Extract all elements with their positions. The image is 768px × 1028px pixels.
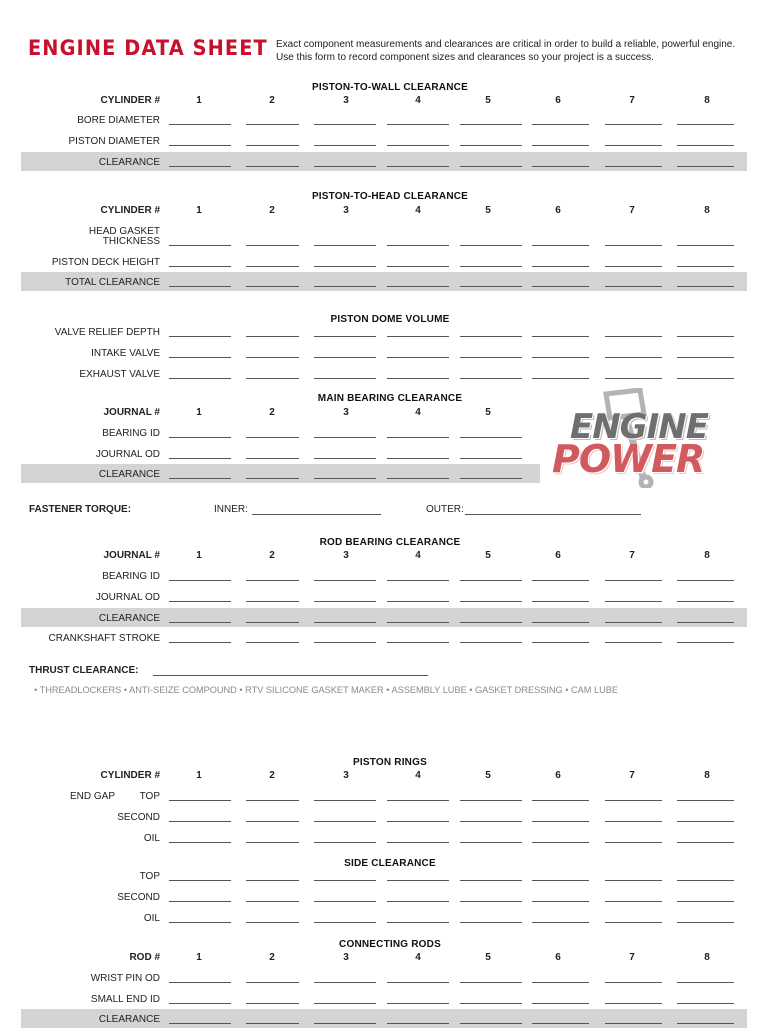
- entry-field[interactable]: [677, 580, 734, 581]
- entry-field[interactable]: [314, 1003, 376, 1004]
- entry-field[interactable]: [387, 458, 449, 459]
- entry-field[interactable]: [605, 800, 662, 801]
- entry-field[interactable]: [246, 601, 299, 602]
- entry-field[interactable]: [387, 124, 449, 125]
- entry-field[interactable]: [169, 1003, 231, 1004]
- entry-field[interactable]: [605, 922, 662, 923]
- entry-field[interactable]: [677, 145, 734, 146]
- row-label: TOP: [139, 791, 160, 802]
- column-number: 2: [269, 952, 275, 963]
- entry-field[interactable]: [460, 821, 522, 822]
- entry-field[interactable]: [460, 622, 522, 623]
- row-label: JOURNAL OD: [95, 592, 160, 603]
- inner-label: INNER:: [214, 504, 248, 515]
- section-title-dome-volume: PISTON DOME VOLUME: [330, 314, 450, 325]
- column-number: 6: [555, 952, 561, 963]
- outer-label: OUTER:: [426, 504, 464, 515]
- column-number: 6: [555, 205, 561, 216]
- column-number: 8: [704, 550, 710, 561]
- entry-field[interactable]: [387, 378, 449, 379]
- entry-field[interactable]: [246, 901, 299, 902]
- entry-field[interactable]: [460, 1003, 522, 1004]
- entry-field[interactable]: [605, 124, 662, 125]
- entry-field[interactable]: [387, 901, 449, 902]
- entry-field[interactable]: [387, 286, 449, 287]
- section-title-connecting-rods: CONNECTING RODS: [339, 939, 441, 950]
- entry-field[interactable]: [169, 266, 231, 267]
- column-number: 5: [485, 205, 491, 216]
- intro-text: Exact component measurements and clearances are critical in order to build a reliable, powerful engine. Use this form to record component sizes and clearances so your project is a success.: [276, 39, 736, 63]
- entry-field[interactable]: [605, 580, 662, 581]
- column-number: 3: [343, 205, 349, 216]
- entry-field[interactable]: [677, 642, 734, 643]
- supplies-list: • THREADLOCKERS • ANTI-SEIZE COMPOUND • RTV SILICONE GASKET MAKER • ASSEMBLY LUBE • GASKET DRESSING • CAM LUBE: [34, 685, 618, 695]
- entry-field[interactable]: [677, 880, 734, 881]
- entry-field[interactable]: [677, 378, 734, 379]
- entry-field[interactable]: [677, 245, 734, 246]
- entry-field[interactable]: [314, 357, 376, 358]
- entry-field[interactable]: [169, 601, 231, 602]
- header-label: JOURNAL #: [103, 550, 160, 561]
- column-number: 1: [196, 407, 202, 418]
- entry-field[interactable]: [246, 821, 299, 822]
- entry-field[interactable]: [532, 601, 589, 602]
- entry-field[interactable]: [532, 922, 589, 923]
- entry-field[interactable]: [314, 437, 376, 438]
- entry-field[interactable]: [314, 982, 376, 983]
- entry-field[interactable]: [460, 901, 522, 902]
- entry-field[interactable]: [314, 145, 376, 146]
- entry-field[interactable]: [677, 336, 734, 337]
- entry-field[interactable]: [677, 601, 734, 602]
- entry-field[interactable]: [605, 166, 662, 167]
- entry-field[interactable]: [169, 166, 231, 167]
- column-number: 5: [485, 407, 491, 418]
- entry-field[interactable]: [460, 166, 522, 167]
- section-title-piston-to-wall: PISTON-TO-WALL CLEARANCE: [312, 82, 468, 93]
- entry-field[interactable]: [314, 821, 376, 822]
- column-number: 5: [485, 770, 491, 781]
- entry-field[interactable]: [605, 286, 662, 287]
- entry-field[interactable]: [314, 378, 376, 379]
- row-label: THICKNESS: [102, 236, 160, 247]
- entry-field[interactable]: [169, 286, 231, 287]
- row-label: CLEARANCE: [98, 157, 160, 168]
- header-label: CYLINDER #: [100, 770, 160, 781]
- entry-field[interactable]: [314, 642, 376, 643]
- entry-field[interactable]: [677, 622, 734, 623]
- row-label: PISTON DECK HEIGHT: [51, 257, 160, 268]
- entry-field[interactable]: [246, 145, 299, 146]
- column-number: 8: [704, 952, 710, 963]
- entry-field[interactable]: [677, 166, 734, 167]
- column-number: 4: [415, 952, 421, 963]
- entry-field[interactable]: [314, 245, 376, 246]
- row-label: SECOND: [117, 892, 160, 903]
- column-number: 2: [269, 407, 275, 418]
- entry-field[interactable]: [387, 821, 449, 822]
- entry-field[interactable]: [169, 800, 231, 801]
- section-title-rod-bearing: ROD BEARING CLEARANCE: [319, 537, 461, 548]
- entry-field[interactable]: [246, 580, 299, 581]
- entry-field[interactable]: [314, 336, 376, 337]
- entry-field[interactable]: [605, 266, 662, 267]
- column-number: 1: [196, 952, 202, 963]
- entry-field[interactable]: [460, 880, 522, 881]
- entry-field[interactable]: [532, 622, 589, 623]
- row-label: BEARING ID: [102, 571, 160, 582]
- entry-field[interactable]: [532, 357, 589, 358]
- entry-field[interactable]: [460, 336, 522, 337]
- row-label: EXHAUST VALVE: [79, 369, 160, 380]
- entry-field[interactable]: [169, 124, 231, 125]
- entry-field[interactable]: [314, 601, 376, 602]
- entry-field[interactable]: [387, 580, 449, 581]
- entry-field[interactable]: [169, 982, 231, 983]
- entry-field[interactable]: [314, 800, 376, 801]
- entry-field[interactable]: [169, 880, 231, 881]
- row-label: CLEARANCE: [98, 613, 160, 624]
- column-number: 5: [485, 952, 491, 963]
- entry-field[interactable]: [314, 842, 376, 843]
- column-number: 7: [629, 952, 635, 963]
- entry-field[interactable]: [169, 245, 231, 246]
- row-label: CLEARANCE: [98, 1014, 160, 1025]
- column-number: 2: [269, 205, 275, 216]
- entry-field[interactable]: [169, 357, 231, 358]
- entry-field[interactable]: [387, 145, 449, 146]
- header-label: CYLINDER #: [100, 95, 160, 106]
- entry-field[interactable]: [387, 437, 449, 438]
- entry-field[interactable]: [314, 166, 376, 167]
- entry-field[interactable]: [169, 922, 231, 923]
- entry-field[interactable]: [460, 982, 522, 983]
- entry-field[interactable]: [314, 901, 376, 902]
- entry-field[interactable]: [532, 145, 589, 146]
- outer-torque-field[interactable]: [465, 514, 641, 515]
- entry-field[interactable]: [677, 286, 734, 287]
- entry-field[interactable]: [246, 458, 299, 459]
- entry-field[interactable]: [387, 166, 449, 167]
- entry-field[interactable]: [677, 800, 734, 801]
- thrust-clearance-label: THRUST CLEARANCE:: [29, 665, 139, 676]
- entry-field[interactable]: [460, 124, 522, 125]
- entry-field[interactable]: [246, 642, 299, 643]
- entry-field[interactable]: [460, 378, 522, 379]
- entry-field[interactable]: [460, 286, 522, 287]
- column-number: 7: [629, 550, 635, 561]
- entry-field[interactable]: [677, 821, 734, 822]
- entry-field[interactable]: [169, 842, 231, 843]
- column-number: 4: [415, 550, 421, 561]
- entry-field[interactable]: [169, 580, 231, 581]
- entry-field[interactable]: [677, 1003, 734, 1004]
- entry-field[interactable]: [460, 266, 522, 267]
- entry-field[interactable]: [677, 901, 734, 902]
- row-label: BEARING ID: [102, 428, 160, 439]
- logo-line-power: POWER: [552, 437, 705, 481]
- column-number: 7: [629, 770, 635, 781]
- column-number: 5: [485, 550, 491, 561]
- end-gap-label: END GAP: [70, 791, 116, 802]
- entry-field[interactable]: [605, 245, 662, 246]
- entry-field[interactable]: [314, 580, 376, 581]
- column-number: 3: [343, 952, 349, 963]
- entry-field[interactable]: [169, 336, 231, 337]
- entry-field[interactable]: [677, 124, 734, 125]
- entry-field[interactable]: [169, 378, 231, 379]
- entry-field[interactable]: [532, 580, 589, 581]
- row-label: JOURNAL OD: [95, 449, 160, 460]
- logo-line-engine: ENGINE: [570, 407, 708, 447]
- entry-field[interactable]: [677, 922, 734, 923]
- column-number: 7: [629, 205, 635, 216]
- column-number: 1: [196, 770, 202, 781]
- entry-field[interactable]: [460, 357, 522, 358]
- entry-field[interactable]: [532, 166, 589, 167]
- section-title-main-bearing: MAIN BEARING CLEARANCE: [317, 393, 463, 404]
- row-label: HEAD GASKET: [88, 226, 160, 237]
- entry-field[interactable]: [532, 378, 589, 379]
- entry-field[interactable]: [605, 357, 662, 358]
- entry-field[interactable]: [460, 922, 522, 923]
- entry-field[interactable]: [314, 286, 376, 287]
- entry-field[interactable]: [314, 880, 376, 881]
- entry-field[interactable]: [460, 580, 522, 581]
- row-label: WRIST PIN OD: [90, 973, 160, 984]
- entry-field[interactable]: [169, 145, 231, 146]
- entry-field[interactable]: [314, 478, 376, 479]
- column-number: 1: [196, 205, 202, 216]
- entry-field[interactable]: [605, 901, 662, 902]
- entry-field[interactable]: [532, 982, 589, 983]
- entry-field[interactable]: [387, 922, 449, 923]
- entry-field[interactable]: [532, 842, 589, 843]
- entry-field[interactable]: [605, 880, 662, 881]
- entry-field[interactable]: [605, 821, 662, 822]
- column-number: 3: [343, 770, 349, 781]
- column-number: 6: [555, 550, 561, 561]
- entry-field[interactable]: [387, 842, 449, 843]
- entry-field[interactable]: [532, 336, 589, 337]
- entry-field[interactable]: [246, 842, 299, 843]
- entry-field[interactable]: [460, 642, 522, 643]
- entry-field[interactable]: [387, 880, 449, 881]
- entry-field[interactable]: [246, 437, 299, 438]
- entry-field[interactable]: [246, 922, 299, 923]
- entry-field[interactable]: [677, 266, 734, 267]
- entry-field[interactable]: [169, 901, 231, 902]
- entry-field[interactable]: [532, 821, 589, 822]
- row-label: VALVE RELIEF DEPTH: [54, 327, 160, 338]
- column-number: 3: [343, 95, 349, 106]
- section-title-piston-rings: PISTON RINGS: [353, 757, 427, 768]
- row-label: SMALL END ID: [90, 994, 160, 1005]
- column-number: 5: [485, 95, 491, 106]
- entry-field[interactable]: [460, 478, 522, 479]
- column-number: 4: [415, 95, 421, 106]
- entry-field[interactable]: [246, 336, 299, 337]
- sheet-title: ENGINE DATA SHEET: [28, 36, 268, 60]
- entry-field[interactable]: [169, 821, 231, 822]
- entry-field[interactable]: [314, 124, 376, 125]
- column-number: 1: [196, 550, 202, 561]
- entry-field[interactable]: [246, 378, 299, 379]
- row-label: INTAKE VALVE: [91, 348, 160, 359]
- entry-field[interactable]: [460, 842, 522, 843]
- fastener-torque-label: FASTENER TORQUE:: [29, 504, 132, 515]
- entry-field[interactable]: [246, 478, 299, 479]
- column-number: 3: [343, 407, 349, 418]
- entry-field[interactable]: [460, 245, 522, 246]
- entry-field[interactable]: [677, 357, 734, 358]
- entry-field[interactable]: [169, 478, 231, 479]
- entry-field[interactable]: [387, 982, 449, 983]
- column-number: 4: [415, 407, 421, 418]
- section-title-piston-to-head: PISTON-TO-HEAD CLEARANCE: [311, 191, 469, 202]
- entry-field[interactable]: [387, 642, 449, 643]
- entry-field[interactable]: [387, 357, 449, 358]
- entry-field[interactable]: [387, 601, 449, 602]
- row-label: BORE DIAMETER: [77, 115, 160, 126]
- column-number: 4: [415, 770, 421, 781]
- thrust-clearance-field[interactable]: [153, 675, 428, 676]
- header-label: JOURNAL #: [103, 407, 160, 418]
- row-label: SECOND: [117, 812, 160, 823]
- column-number: 6: [555, 770, 561, 781]
- entry-field[interactable]: [605, 642, 662, 643]
- row-label: TOTAL CLEARANCE: [65, 277, 160, 288]
- column-number: 2: [269, 550, 275, 561]
- entry-field[interactable]: [387, 336, 449, 337]
- entry-field[interactable]: [532, 800, 589, 801]
- entry-field[interactable]: [460, 601, 522, 602]
- header-label: ROD #: [129, 952, 160, 963]
- row-label: PISTON DIAMETER: [68, 136, 160, 147]
- entry-field[interactable]: [532, 266, 589, 267]
- entry-field[interactable]: [605, 982, 662, 983]
- row-label: TOP: [139, 871, 160, 882]
- entry-field[interactable]: [605, 378, 662, 379]
- entry-field[interactable]: [246, 245, 299, 246]
- entry-field[interactable]: [246, 1003, 299, 1004]
- column-number: 8: [704, 770, 710, 781]
- entry-field[interactable]: [246, 800, 299, 801]
- column-number: 7: [629, 95, 635, 106]
- column-number: 2: [269, 770, 275, 781]
- column-number: 4: [415, 205, 421, 216]
- entry-field[interactable]: [532, 1003, 589, 1004]
- row-label: CLEARANCE: [98, 469, 160, 480]
- entry-field[interactable]: [605, 842, 662, 843]
- entry-field[interactable]: [314, 622, 376, 623]
- entry-field[interactable]: [460, 800, 522, 801]
- entry-field[interactable]: [246, 880, 299, 881]
- entry-field[interactable]: [314, 922, 376, 923]
- entry-field[interactable]: [677, 842, 734, 843]
- entry-field[interactable]: [605, 622, 662, 623]
- entry-field[interactable]: [387, 245, 449, 246]
- entry-field[interactable]: [246, 982, 299, 983]
- entry-field[interactable]: [532, 286, 589, 287]
- entry-field[interactable]: [605, 336, 662, 337]
- entry-field[interactable]: [532, 901, 589, 902]
- entry-field[interactable]: [532, 642, 589, 643]
- entry-field[interactable]: [605, 601, 662, 602]
- column-number: 1: [196, 95, 202, 106]
- entry-field[interactable]: [387, 266, 449, 267]
- entry-field[interactable]: [605, 145, 662, 146]
- column-number: 3: [343, 550, 349, 561]
- entry-field[interactable]: [169, 642, 231, 643]
- entry-field[interactable]: [387, 800, 449, 801]
- inner-torque-field[interactable]: [252, 514, 381, 515]
- entry-field[interactable]: [605, 1003, 662, 1004]
- entry-field[interactable]: [169, 458, 231, 459]
- entry-field[interactable]: [677, 982, 734, 983]
- entry-field[interactable]: [246, 357, 299, 358]
- entry-field[interactable]: [246, 166, 299, 167]
- row-label: OIL: [143, 833, 160, 844]
- entry-field[interactable]: [169, 622, 231, 623]
- column-number: 8: [704, 205, 710, 216]
- row-label: OIL: [143, 913, 160, 924]
- entry-field[interactable]: [246, 266, 299, 267]
- entry-field[interactable]: [246, 622, 299, 623]
- entry-field[interactable]: [169, 437, 231, 438]
- entry-field[interactable]: [460, 458, 522, 459]
- column-number: 6: [555, 95, 561, 106]
- column-number: 8: [704, 95, 710, 106]
- entry-field[interactable]: [532, 245, 589, 246]
- entry-field[interactable]: [246, 124, 299, 125]
- entry-field[interactable]: [532, 880, 589, 881]
- header-label: CYLINDER #: [100, 205, 160, 216]
- entry-field[interactable]: [246, 286, 299, 287]
- entry-field[interactable]: [387, 622, 449, 623]
- entry-field[interactable]: [314, 458, 376, 459]
- column-number: 2: [269, 95, 275, 106]
- row-label: CRANKSHAFT STROKE: [48, 633, 160, 644]
- entry-field[interactable]: [460, 145, 522, 146]
- entry-field[interactable]: [532, 124, 589, 125]
- entry-field[interactable]: [460, 437, 522, 438]
- entry-field[interactable]: [314, 266, 376, 267]
- entry-field[interactable]: [387, 1003, 449, 1004]
- entry-field[interactable]: [387, 478, 449, 479]
- section-title-side-clearance: SIDE CLEARANCE: [344, 858, 436, 869]
